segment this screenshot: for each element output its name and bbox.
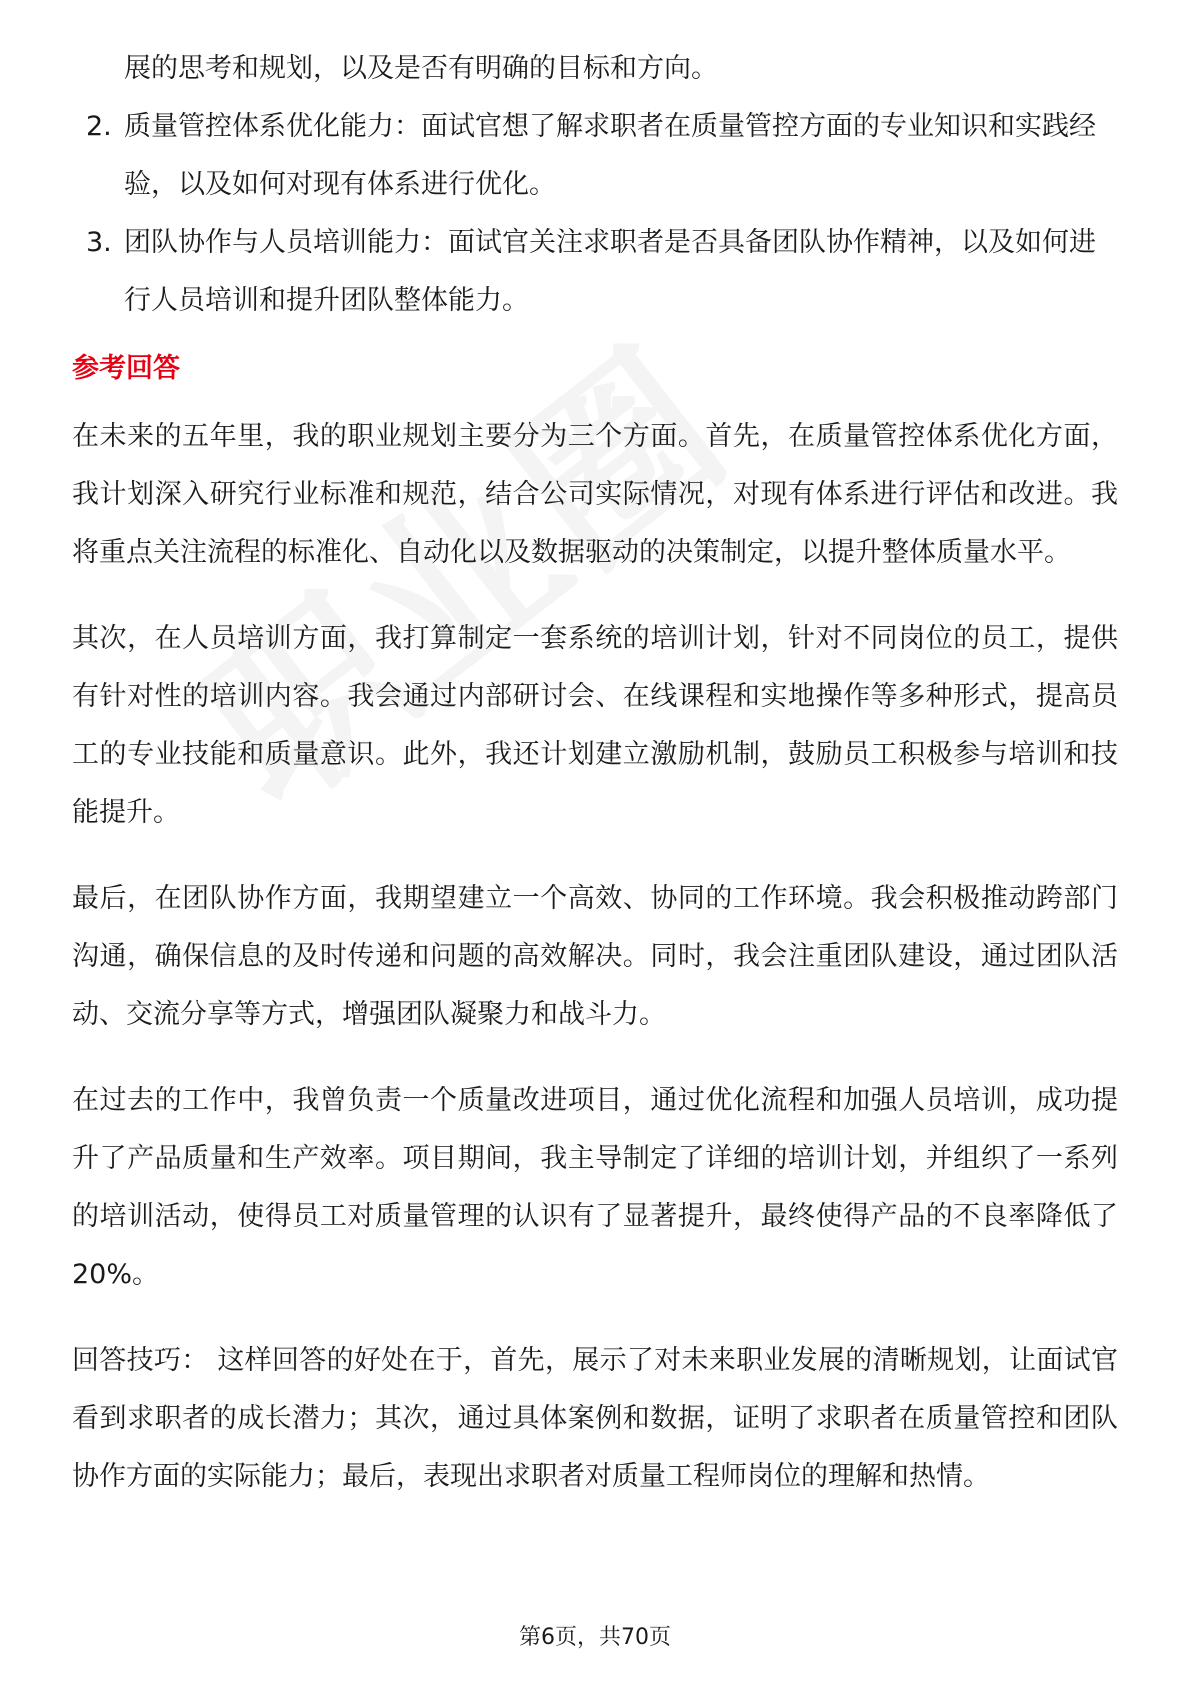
answer-tips-paragraph: 回答技巧： 这样回答的好处在于，首先，展示了对未来职业发展的清晰规划，让面试官看到求职者的成长潜力；其次，通过具体案例和数据，证明了求职者在质量管控和团队协作方面的实际能力；最后，表现出求职者对质量工程师岗位的理解和热情。 — [72, 1345, 1118, 1492]
answer-paragraph: 其次，在人员培训方面，我打算制定一套系统的培训计划，针对不同岗位的员工，提供有针对性的培训内容。我会通过内部研讨会、在线课程和实地操作等多种形式，提高员工的专业技能和质量意识。此外，我还计划建立激励机制，鼓励员工积极参与培训和技能提升。 — [72, 623, 1118, 828]
answer-paragraph: 在未来的五年里，我的职业规划主要分为三个方面。首先，在质量管控体系优化方面，我计划深入研究行业标准和规范，结合公司实际情况，对现有体系进行评估和改进。我将重点关注流程的标准化、自动化以及数据驱动的决策制定，以提升整体质量水平。 — [72, 421, 1118, 568]
section-heading: 参考回答 — [72, 353, 180, 384]
list-item-text: 质量管控体系优化能力：面试官想了解求职者在质量管控方面的专业知识和实践经验，以及如何对现有体系进行优化。 — [124, 111, 1096, 200]
list-item-number: 3. — [86, 227, 112, 258]
list-item-text: 团队协作与人员培训能力：面试官关注求职者是否具备团队协作精神，以及如何进行人员培训和提升团队整体能力。 — [124, 227, 1096, 316]
numbered-list — [72, 98, 1118, 330]
answer-paragraph: 最后，在团队协作方面，我期望建立一个高效、协同的工作环境。我会积极推动跨部门沟通，确保信息的及时传递和问题的高效解决。同时，我会注重团队建设，通过团队活动、交流分享等方式，增强团队凝聚力和战斗力。 — [72, 883, 1118, 1030]
list-item — [72, 214, 1118, 330]
list-item — [72, 98, 1118, 214]
answer-paragraph: 在过去的工作中，我曾负责一个质量改进项目，通过优化流程和加强人员培训，成功提升了产品质量和生产效率。项目期间，我主导制定了详细的培训计划，并组织了一系列的培训活动，使得员工对质量管理的认识有了显著提升，最终使得产品的不良率降低了20%。 — [72, 1085, 1118, 1290]
page-number: 第6页，共70页 — [519, 1625, 671, 1650]
page-content — [72, 40, 1118, 1534]
list-item-continuation: 展的思考和规划，以及是否有明确的目标和方向。 — [124, 53, 718, 84]
list-item-number: 2. — [86, 111, 112, 142]
